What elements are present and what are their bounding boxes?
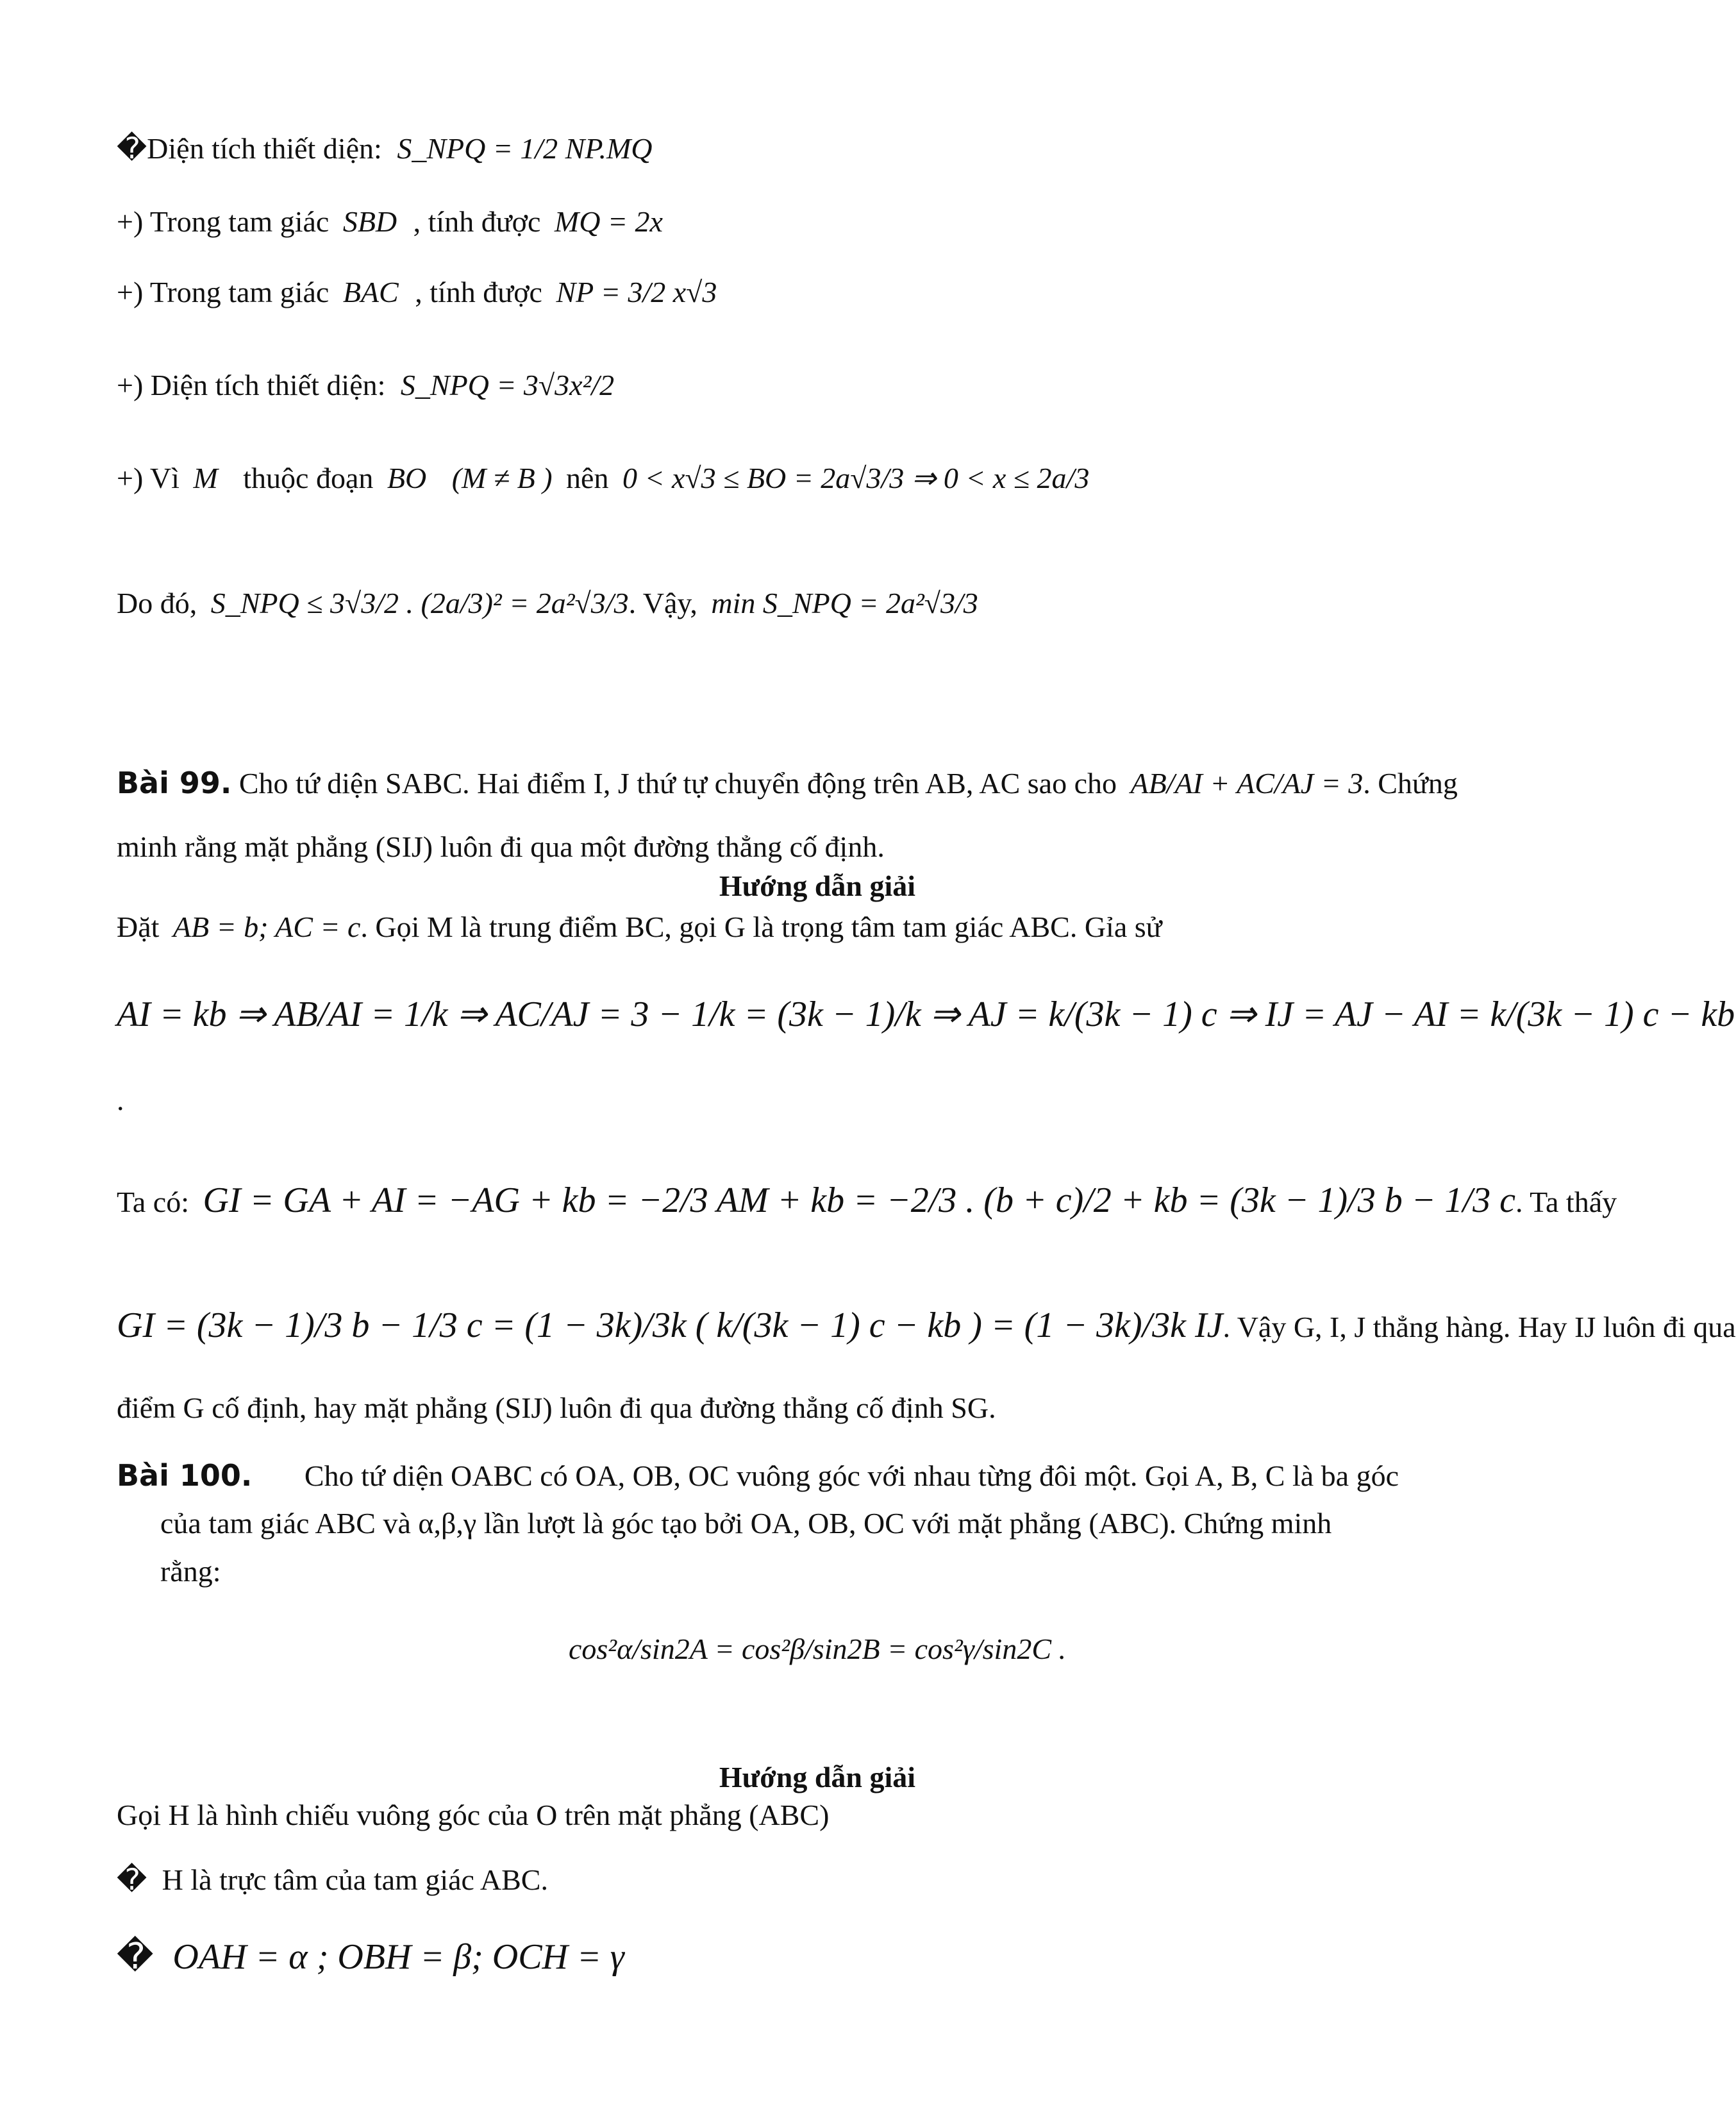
math-expr: AI = kb ⇒ AB/AI = 1/k ⇒ AC/AJ = 3 − 1/k = (3k − 1)/k ⇒ AJ = k/(3k − 1) c ⇒ IJ = AJ − AI = k/(3k − 1) c − kb	[117, 995, 1735, 1034]
triangle-name: BAC	[342, 276, 399, 308]
math-expr: AB = b; AC = c	[172, 911, 361, 943]
bai100-step2	[117, 1863, 548, 1897]
line-np	[117, 276, 717, 310]
bai99-problem-line1	[117, 766, 1458, 801]
math-min: min S_NPQ = 2a²√3/3	[711, 587, 978, 619]
text-label: Diện tích thiết diện:	[147, 132, 382, 165]
text-label: thuộc đoạn	[243, 462, 374, 494]
text-label: . Ta thấy	[1515, 1186, 1617, 1218]
math-expr: OAH = α ; OBH = β; OCH = γ	[172, 1937, 624, 1977]
text-label: Do đó,	[117, 587, 197, 619]
text-label: Ta có:	[117, 1186, 190, 1218]
math-expr: GI = GA + AI = −AG + kb = −2/3 AM + kb = −2/3 . (b + c)/2 + kb = (3k − 1)/3 b − 1/3 c	[203, 1180, 1515, 1220]
math-expr: 0 < x√3 ≤ BO = 2a√3/3 ⇒ 0 < x ≤ 2a/3	[622, 462, 1090, 494]
text-label: Đặt	[117, 911, 160, 943]
bai99-eq3-line	[117, 1305, 1736, 1346]
bai100-problem-line2	[160, 1507, 1331, 1541]
math-expr: GI = (3k − 1)/3 b − 1/3 c = (1 − 3k)/3k ( k/(3k − 1) c − kb ) = (1 − 3k)/3k IJ	[117, 1306, 1223, 1345]
bai99-title: Bài 99.	[117, 766, 232, 800]
bai99-conclusion	[117, 1391, 996, 1425]
line-area-formula	[117, 131, 653, 166]
math-bo: BO	[387, 462, 427, 494]
bai100-text: rằng:	[160, 1555, 221, 1588]
bai99-condition: AB/AI + AC/AJ = 3	[1130, 767, 1364, 800]
bai99-text: minh rằng mặt phẳng (SIJ) luôn đi qua một đường thẳng cố định.	[117, 830, 885, 863]
bai100-guide-heading: Hướng dẫn giải	[719, 1761, 916, 1793]
math-expr: cos²α/sin2A = cos²β/sin2B = cos²γ/sin2C .	[568, 1633, 1067, 1665]
text-label: . Gọi M là trung điểm BC, gọi G là trọng tâm tam giác ABC. Gỉa sử	[360, 911, 1162, 943]
line-snpq	[117, 369, 614, 403]
math-expr: NP = 3/2 x√3	[556, 276, 717, 308]
math-expr: MQ = 2x	[554, 205, 663, 238]
math-expr: S_NPQ = 1/2 NP.MQ	[397, 132, 653, 165]
math-expr: S_NPQ = 3√3x²/2	[400, 369, 615, 401]
text-label: điểm G cố định, hay mặt phẳng (SIJ) luôn đi qua đường thẳng cố định SG.	[117, 1391, 996, 1424]
missing-glyph-icon: �	[117, 131, 147, 165]
bai100-step1	[117, 1799, 829, 1833]
math-m: M	[193, 462, 218, 494]
bai99-text: Cho tứ diện SABC. Hai điểm I, J thứ tự chuyển động trên AB, AC sao cho	[238, 767, 1117, 800]
bai99-problem-line2	[117, 830, 885, 864]
text-label: +) Trong tam giác	[117, 205, 330, 238]
text-label: +) Vì	[117, 462, 179, 494]
bai99-eq1	[117, 994, 1735, 1035]
line-mq	[117, 205, 663, 239]
bai100-problem-line3	[160, 1555, 221, 1589]
bai99-eq2-line	[117, 1180, 1617, 1221]
text-label: , tính được	[415, 276, 542, 308]
text-label: +) Trong tam giác	[117, 276, 330, 308]
text-label: Gọi H là hình chiếu vuông góc của O trên mặt phẳng (ABC)	[117, 1799, 830, 1831]
bai100-text: Cho tứ diện OABC có OA, OB, OC vuông góc với nhau từng đôi một. Gọi A, B, C là ba góc	[304, 1459, 1399, 1492]
math-paren: (M ≠ B )	[451, 462, 553, 494]
bai99-dot: .	[117, 1084, 124, 1116]
triangle-name: SBD	[342, 205, 397, 238]
text-label: nên	[566, 462, 609, 494]
bai100-problem-line1	[117, 1459, 1399, 1493]
text-label: . Vậy G, I, J thẳng hàng. Hay IJ luôn đi qua	[1223, 1311, 1736, 1343]
math-expr: S_NPQ ≤ 3√3/2 . (2a/3)² = 2a²√3/3	[210, 587, 629, 619]
missing-glyph-icon: �	[117, 1862, 147, 1897]
bai99-text: . Chứng	[1363, 767, 1458, 800]
bai100-step3	[117, 1936, 624, 1977]
bai99-guide-heading: Hướng dẫn giải	[719, 869, 916, 902]
line-conclusion	[117, 587, 978, 621]
text-label: H là trực tâm của tam giác ABC.	[162, 1863, 548, 1896]
bai100-formula	[0, 1632, 1635, 1666]
missing-glyph-icon: �	[117, 1936, 154, 1977]
bai100-title: Bài 100.	[117, 1458, 253, 1493]
text-label: . Vậy,	[628, 587, 697, 619]
text-label: , tính được	[413, 205, 541, 238]
line-bound	[117, 462, 1089, 496]
bai100-text: của tam giác ABC và α,β,γ lần lượt là góc tạo bởi OA, OB, OC với mặt phẳng (ABC). Chứng minh	[160, 1507, 1332, 1540]
bai99-step1	[117, 911, 1162, 945]
text-label: +) Diện tích thiết diện:	[117, 369, 386, 401]
